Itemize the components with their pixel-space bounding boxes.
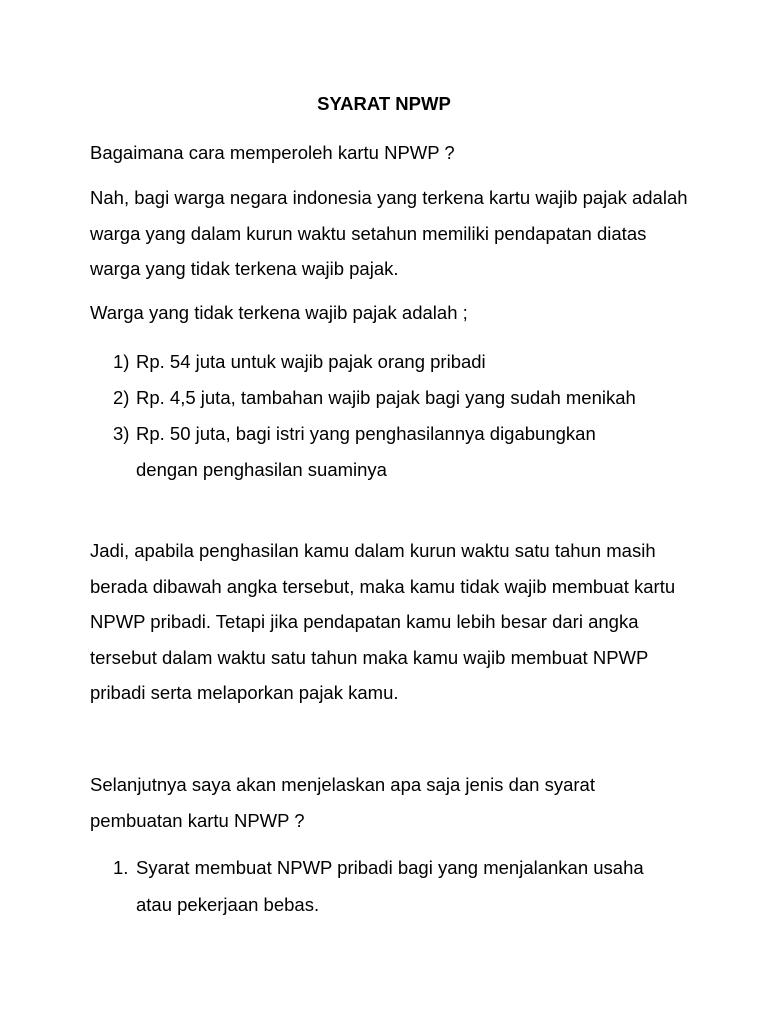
- list-item-text: Rp. 54 juta untuk wajib pajak orang pribadi: [136, 351, 486, 372]
- list-item-text: Rp. 4,5 juta, tambahan wajib pajak bagi yang sudah menikah: [136, 387, 636, 408]
- list-item: [90, 380, 650, 416]
- intro-paragraph: Nah, bagi warga negara indonesia yang terkena kartu wajib pajak adalah warga yang dalam kurun waktu setahun memiliki pendapatan diatas warga yang tidak terkena wajib pajak.: [90, 187, 688, 279]
- list-item: [90, 416, 650, 488]
- exempt-intro-paragraph: Warga yang tidak terkena wajib pajak adalah ;: [90, 302, 468, 323]
- list-item-text: Syarat membuat NPWP pribadi bagi yang menjalankan usaha atau pekerjaan bebas.: [136, 857, 644, 915]
- list-marker: 2): [113, 387, 130, 408]
- list-item: [90, 344, 650, 380]
- list-item: [90, 850, 650, 923]
- list-marker: 1): [113, 351, 130, 372]
- next-section-paragraph: Selanjutnya saya akan menjelaskan apa saja jenis dan syarat pembuatan kartu NPWP ?: [90, 774, 595, 831]
- list-item-text: Rp. 50 juta, bagi istri yang penghasilannya digabungkan dengan penghasilan suaminya: [136, 423, 596, 480]
- document-title: SYARAT NPWP: [317, 93, 451, 114]
- question-paragraph: Bagaimana cara memperoleh kartu NPWP ?: [90, 142, 455, 163]
- requirements-list: [90, 850, 650, 923]
- conclusion-paragraph: Jadi, apabila penghasilan kamu dalam kurun waktu satu tahun masih berada dibawah angka tersebut, maka kamu tidak wajib membuat kartu NPWP pribadi. Tetapi jika pendapatan kamu lebih besar dari angka tersebut dalam waktu satu tahun maka kamu wajib membuat NPWP pribadi serta melaporkan pajak kamu.: [90, 540, 676, 703]
- exemption-list: [90, 344, 650, 488]
- list-marker: 3): [113, 423, 130, 444]
- list-marker: 1.: [113, 857, 129, 878]
